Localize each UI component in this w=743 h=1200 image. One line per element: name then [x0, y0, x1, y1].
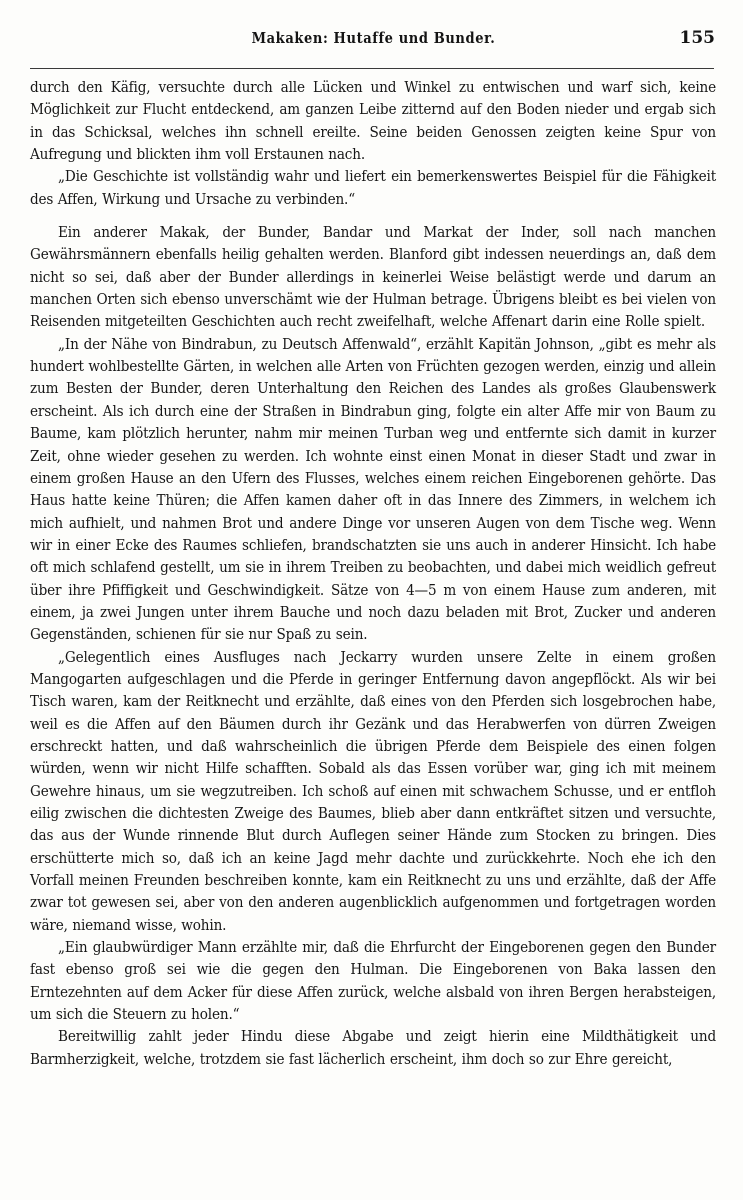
paragraph: durch den Käfig, versuchte durch alle Lücken und Winkel zu entwischen und warf sich, keine Möglichkeit zur Flucht entdeckend, am ganzen Leibe zitternd auf den Boden nieder und ergab sich in das Schicksal, welches ihn schnell ereilte. Seine beiden Genossen zeigten keine Spur von Aufregung und blickten ihm voll Erstaunen nach. [30, 78, 716, 164]
page-header [32, 30, 715, 56]
paragraph: „In der Nähe von Bindrabun, zu Deutsch Affenwald“, erzählt Kapitän Johnson, „gibt es mehr als hundert wohlbestellte Gärten, in welchen alle Arten von Früchten gezogen werden, einzig und allein zum Besten der Bunder, deren Unterhaltung den Reichen des Landes als großes Glaubenswerk erscheint. Als ich durch eine der Straßen in Bindrabun ging, folgte ein alter Affe mir von Baum zu Baume, kam plötzlich herunter, nahm mir meinen Turban weg und entfernte sich damit in kurzer Zeit, ohne wieder gesehen zu werden. Ich wohnte einst einen Monat in dieser Stadt und zwar in einem großen Hause an den Ufern des Flusses, welches einem reichen Eingeborenen gehörte. Das Haus hatte keine Thüren; die Affen kamen daher oft in das Innere des Zimmers, in welchem ich mich aufhielt, und nahmen Brot und andere Dinge vor unseren Augen von dem Tische weg. Wenn wir in einer Ecke des Raumes schliefen, brandschatzten sie uns auch in anderer Hinsicht. Ich habe oft mich schlafend gestellt, um sie in ihrem Treiben zu beobachten, und dabei mich weidlich gefreut über ihre Pfiffigkeit und Geschwindigkeit. Sätze von 4—5 m von einem Hause zum anderen, mit einem, ja zwei Jungen unter ihrem Bauche und noch dazu beladen mit Brot, Zucker und anderen Gegenständen, schienen für sie nur Spaß zu sein. [30, 334, 716, 644]
paragraph: „Die Geschichte ist vollständig wahr und liefert ein bemerkenswertes Beispiel für die Fähigkeit des Affen, Wirkung und Ursache zu verbinden.“ [30, 167, 716, 208]
paragraph: „Gelegentlich eines Ausfluges nach Jeckarry wurden unsere Zelte in einem großen Mangogarten aufgeschlagen und die Pferde in geringer Entfernung davon angepflöckt. Als wir bei Tisch waren, kam der Reitknecht und erzählte, daß eines von den Pferden sich losgebrochen habe, weil es die Affen auf den Bäumen durch ihr Gezänk und das Herabwerfen von dürren Zweigen erschreckt hatten, und daß wahrscheinlich die übrigen Pferde dem Beispiele des einen folgen würden, wenn wir nicht Hilfe schafften. Sobald als das Essen vorüber war, ging ich mit meinem Gewehre hinaus, um sie wegzutreiben. Ich schoß auf einen mit schwachem Schusse, und er entfloh eilig zwischen die dichtesten Zweige des Baumes, blieb aber dann entkräftet sitzen und versuchte, das aus der Wunde rinnende Blut durch Auflegen seiner Hände zum Stocken zu bringen. Dies erschütterte mich so, daß ich an keine Jagd mehr dachte und zurückkehrte. Noch ehe ich den Vorfall meinen Freunden beschreiben konnte, kam ein Reitknecht zu uns und erzählte, daß der Affe zwar tot gewesen sei, aber von den anderen augenblicklich aufgenommen und fortgetragen worden wäre, niemand wisse, wohin. [30, 647, 716, 934]
paragraph: Bereitwillig zahlt jeder Hindu diese Abgabe und zeigt hierin eine Mildthätigkeit und Barmherzigkeit, welche, trotzdem sie fast lächerlich erscheint, ihm doch so zur Ehre gereicht, [30, 1027, 716, 1068]
page-number: 155 [679, 28, 715, 48]
header-rule [30, 68, 714, 69]
paragraph: Ein anderer Makak, der Bunder, Bandar und Markat der Inder, soll nach manchen Gewährsmännern ebenfalls heilig gehalten werden. Blanford gibt indessen neuerdings an, daß dem nicht so sei, daß aber der Bunder allerdings in keinerlei Weise belästigt werde und darum an manchen Orten sich ebenso unverschämt wie der Hulman betrage. Übrigens bleibt es bei vielen von Reisenden mitgeteilten Geschichten auch recht zweifelhaft, welche Affenart darin eine Rolle spielt. [30, 223, 716, 331]
paragraph: „Ein glaubwürdiger Mann erzählte mir, daß die Ehrfurcht der Eingeborenen gegen den Bunder fast ebenso groß sei wie die gegen den Hulman. Die Eingeborenen von Baka lassen den Erntezehnten auf dem Acker für diese Affen zurück, welche alsbald von ihren Bergen herabsteigen, um sich die Steuern zu holen.“ [30, 938, 716, 1024]
running-head: Makaken: Hutaffe und Bunder. [251, 30, 496, 47]
body-text [30, 76, 716, 1070]
